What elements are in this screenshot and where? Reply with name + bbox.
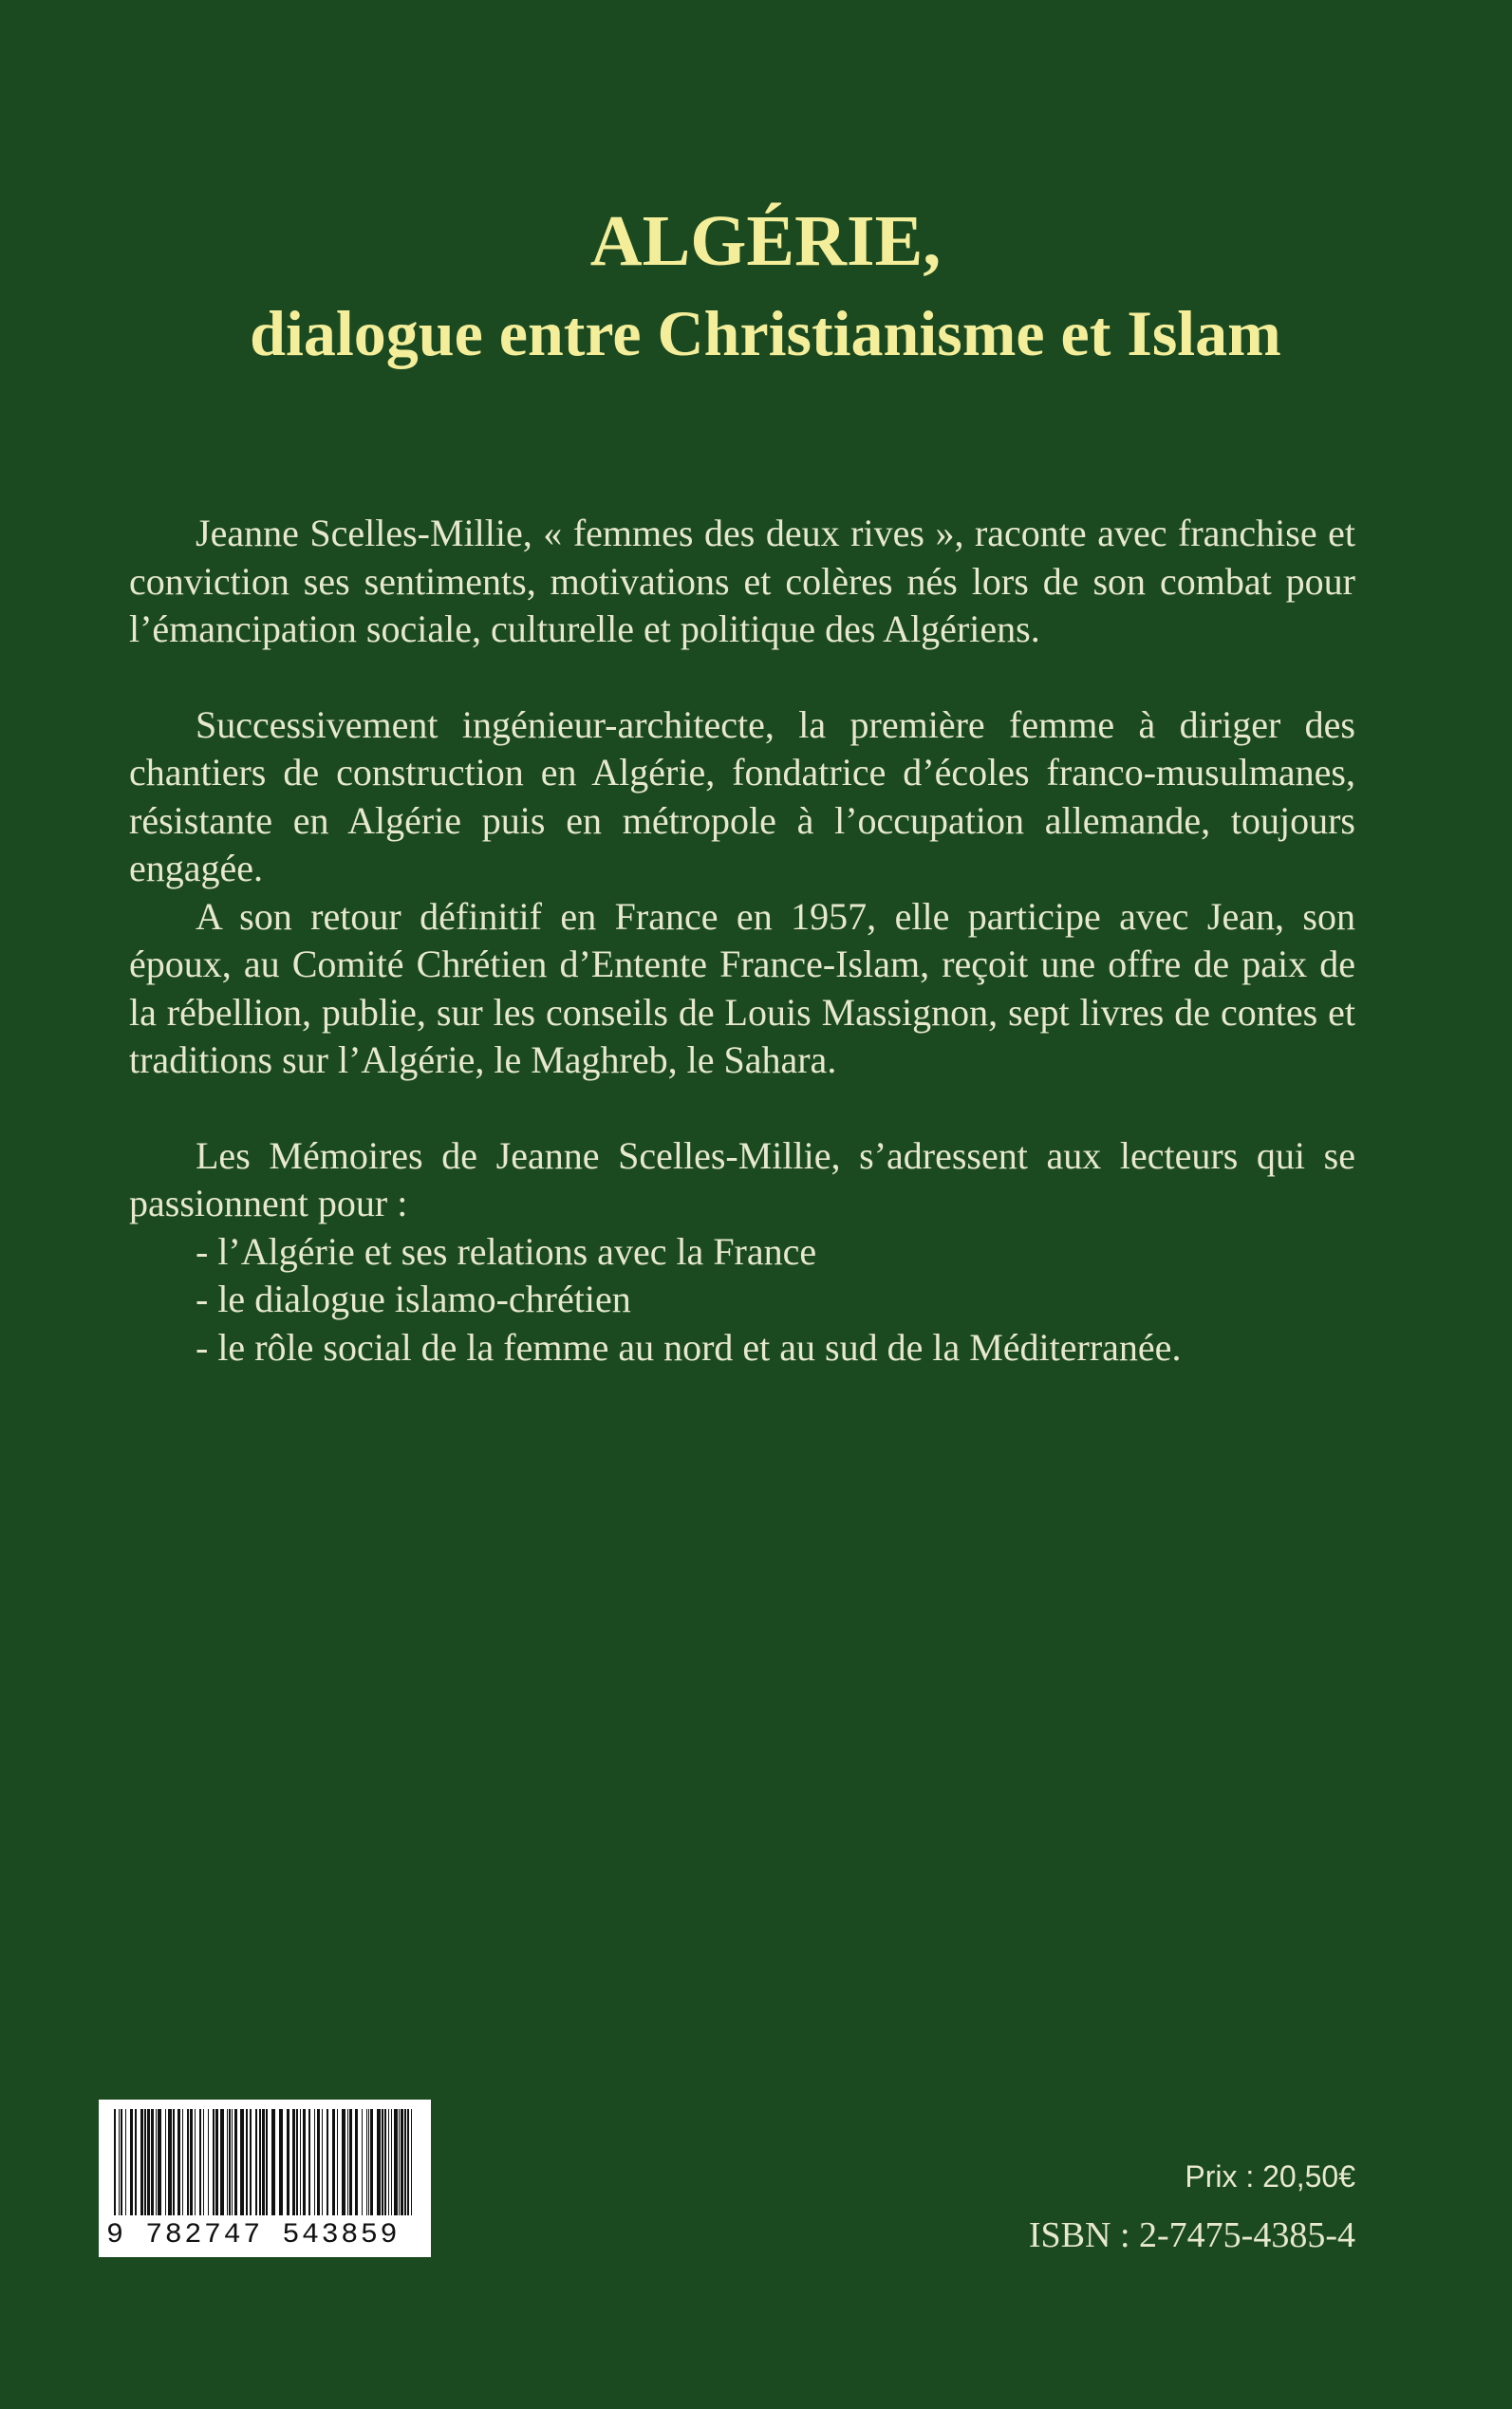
barcode-bar (384, 2109, 386, 2215)
barcode-bar (156, 2109, 157, 2215)
blurb-paragraph-1: Jeanne Scelles-Millie, « femmes des deux rives », raconte avec franchise et conviction ses sentiments, motivations et colères nés lors de son combat pour l’émancipation sociale, culturelle et politique des Algériens. (129, 512, 1355, 650)
barcode-bar (151, 2109, 154, 2215)
barcode-bar (394, 2109, 398, 2215)
barcode-bar (355, 2109, 358, 2215)
barcode-bar (342, 2109, 345, 2215)
barcode-bar (401, 2109, 403, 2215)
barcode-bar (368, 2109, 369, 2215)
barcode-bar (303, 2109, 306, 2215)
barcode-bar (337, 2109, 338, 2215)
barcode-bar (266, 2109, 268, 2215)
price-label: Prix : 20,50€ (1185, 2159, 1355, 2194)
barcode (99, 2100, 431, 2257)
barcode-bar (287, 2109, 289, 2215)
barcode-bar (144, 2109, 146, 2215)
barcode-bar (240, 2109, 244, 2215)
barcode-bar (203, 2109, 204, 2215)
barcode-bar (362, 2109, 363, 2215)
list-item: - l’Algérie et ses relations avec la France (196, 1229, 817, 1273)
barcode-bar (370, 2109, 373, 2215)
barcode-bar (259, 2109, 261, 2215)
list-item: - le dialogue islamo-chrétien (196, 1278, 631, 1320)
barcode-bar (391, 2109, 392, 2215)
barcode-bar (125, 2109, 126, 2215)
barcode-bar (377, 2109, 381, 2215)
book-subtitle: dialogue entre Christianisme et Islam (250, 297, 1281, 369)
isbn-label: ISBN : 2-7475-4385-4 (1028, 2215, 1355, 2255)
barcode-bar (292, 2109, 295, 2215)
title-block (0, 195, 1512, 379)
blurb-paragraph-4: Les Mémoires de Jeanne Scelles-Millie, s’adressent aux lecteurs qui se passionnent pour : (129, 1133, 1355, 1224)
barcode-bar (213, 2109, 215, 2215)
barcode-bar (308, 2109, 310, 2215)
barcode-bar (332, 2109, 335, 2215)
paragraph-gap (129, 1085, 1355, 1132)
barcode-bar (227, 2109, 228, 2215)
blurb-paragraph-3: A son retour définitif en France en 1957, elle participe avec Jean, son époux, au Comité Chrétien d’Entente France-Islam, reçoit une offre de paix de la rébellion, publie, sur les conseils de Louis Massignon, sept livres de contes et traditions sur l’Algérie, le Maghreb, le Sahara. (129, 894, 1355, 1081)
barcode-bar (262, 2109, 265, 2215)
barcode-bar (215, 2109, 218, 2215)
barcode-bar (190, 2109, 193, 2215)
barcode-bar (173, 2109, 175, 2215)
barcode-bar (187, 2109, 189, 2215)
barcode-bar (177, 2109, 180, 2215)
barcode-bar (158, 2109, 161, 2215)
barcode-bar (366, 2109, 367, 2215)
barcode-bar (246, 2109, 248, 2215)
paragraph-gap (129, 654, 1355, 701)
barcode-bar (347, 2109, 348, 2215)
list-item: - le rôle social de la femme au nord et au sud de la Méditerranée. (196, 1325, 1182, 1369)
barcode-bar (130, 2109, 133, 2215)
barcode-bar (135, 2109, 137, 2215)
barcode-bar (404, 2109, 406, 2215)
barcode-bar (314, 2109, 315, 2215)
book-title: ALGÉRIE, (589, 201, 942, 281)
barcode-bar (255, 2109, 257, 2215)
blurb-paragraph-2: Successivement ingénieur-architecte, la première femme à diriger des chantiers de construction en Algérie, fondatrice d’écoles franco-musulmanes, résistante en Algérie puis en métropole à l’occupation allemande, toujours engagée. (129, 702, 1355, 889)
barcode-bar (114, 2109, 116, 2215)
barcode-bar (300, 2109, 301, 2215)
barcode-bar (229, 2109, 231, 2215)
barcode-bar (195, 2109, 196, 2215)
barcode-bar (119, 2109, 120, 2215)
barcode-bar (399, 2109, 400, 2215)
barcode-bars (110, 2109, 420, 2215)
barcode-bar (296, 2109, 298, 2215)
barcode-bar (121, 2109, 122, 2215)
barcode-bar (199, 2109, 201, 2215)
barcode-digits: 9 782747 543859 (106, 2219, 401, 2251)
barcode-bar (271, 2109, 275, 2215)
barcode-bar (407, 2109, 409, 2215)
barcode-bar (147, 2109, 150, 2215)
barcode-bar (232, 2109, 233, 2215)
barcode-bar (279, 2109, 283, 2215)
barcode-bar (317, 2109, 320, 2215)
barcode-bar (382, 2109, 383, 2215)
barcode-bar (349, 2109, 352, 2215)
blurb (129, 510, 1355, 1372)
barcode-bar (140, 2109, 143, 2215)
barcode-bar (411, 2109, 412, 2215)
barcode-bar (388, 2109, 389, 2215)
barcode-bar (165, 2109, 166, 2215)
barcode-bar (234, 2109, 237, 2215)
barcode-bar (220, 2109, 224, 2215)
barcode-bar (182, 2109, 183, 2215)
barcode-bar (168, 2109, 172, 2215)
barcode-bar (250, 2109, 252, 2215)
barcode-bar (322, 2109, 323, 2215)
barcode-bar (327, 2109, 328, 2215)
barcode-bar (208, 2109, 209, 2215)
